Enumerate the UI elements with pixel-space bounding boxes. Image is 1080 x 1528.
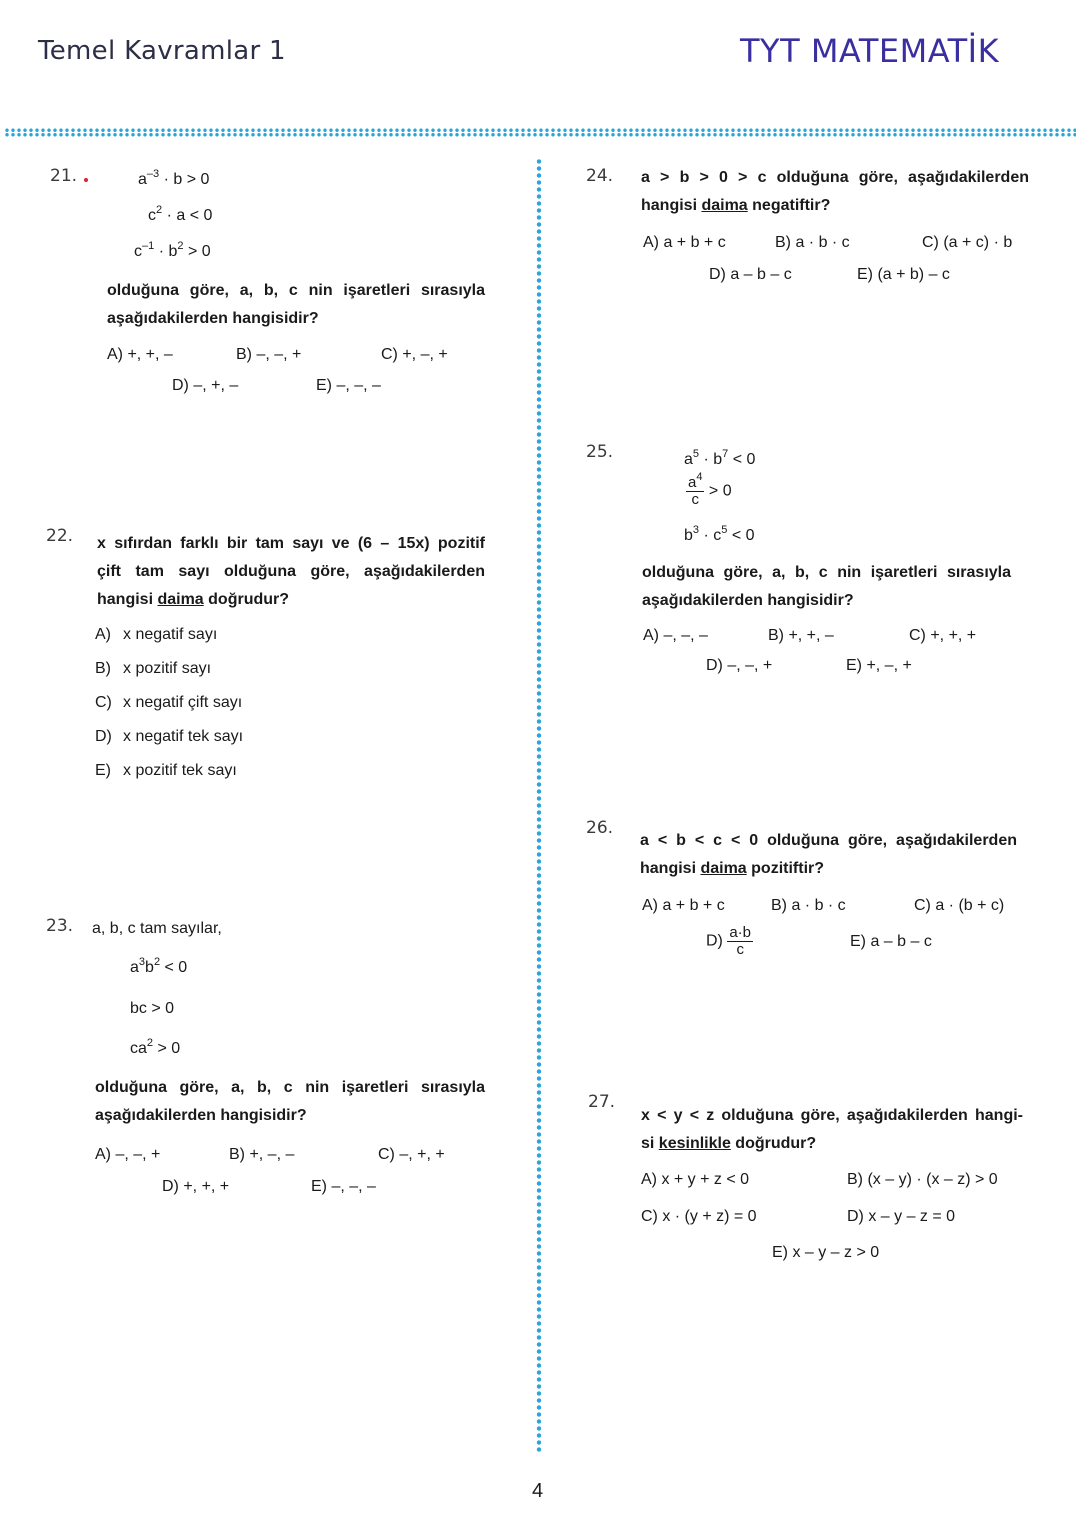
option-d[interactable]: D) x – y – z = 0 — [847, 1208, 956, 1225]
question-number: 21. — [50, 166, 78, 186]
question-stem: a < b < c < 0 olduğuna göre, aşağıdakilerden hangisi daima pozitiftir? — [640, 832, 1017, 877]
option-b[interactable]: B) (x – y) · (x – z) > 0 — [847, 1171, 998, 1188]
option-a[interactable]: A) a + b + c — [643, 234, 726, 251]
option-a[interactable]: A) –, –, + — [95, 1146, 161, 1163]
option-e[interactable]: E) x – y – z > 0 — [772, 1244, 880, 1261]
page-number: 4 — [532, 1480, 544, 1502]
option-c[interactable]: C) x · (y + z) = 0 — [641, 1208, 757, 1225]
option-e[interactable]: E) –, –, – — [311, 1178, 376, 1195]
question-number: 25. — [586, 442, 614, 462]
question-number: 27. — [588, 1092, 616, 1112]
option-e[interactable]: E) +, –, + — [846, 657, 912, 674]
option-b[interactable]: B) a · b · c — [771, 897, 846, 914]
option-a[interactable]: A) x + y + z < 0 — [641, 1171, 750, 1188]
question-stem: x sıfırdan farklı bir tam sayı ve (6 – 15x) pozitif çift tam sayı olduğuna göre, aşağıdakilerden hangisi daima doğrudur? — [97, 535, 485, 608]
option-d[interactable]: D) a – b – c — [709, 266, 792, 283]
question-stem: olduğuna göre, a, b, c nin işaretleri sırasıyla aşağıdakilerden hangisidir? — [642, 564, 1011, 609]
question-stem: olduğuna göre, a, b, c nin işaretleri sırasıyla aşağıdakilerden hangisidir? — [95, 1079, 485, 1124]
option-d[interactable]: D) +, +, + — [162, 1178, 230, 1195]
option-c[interactable]: C) +, +, + — [909, 627, 977, 644]
question-stem: olduğuna göre, a, b, c nin işaretleri sırasıyla aşağıdakilerden hangisidir? — [107, 282, 485, 327]
option-e[interactable]: E) (a + b) – c — [857, 266, 950, 283]
question-number: 22. — [46, 526, 74, 546]
option-a[interactable]: A) a + b + c — [642, 897, 725, 914]
option-b[interactable]: B) +, –, – — [229, 1146, 295, 1163]
question-number: 23. — [46, 916, 74, 936]
option-c[interactable]: C) +, –, + — [381, 346, 448, 363]
option-b[interactable]: B) x pozitif sayı — [95, 660, 212, 677]
condition-2: bc > 0 — [130, 1000, 175, 1017]
option-b[interactable]: B) –, –, + — [236, 346, 302, 363]
option-c[interactable]: C) –, +, + — [378, 1146, 445, 1163]
dotted-separator-vertical — [536, 158, 542, 1454]
question-stem: a > b > 0 > c olduğuna göre, aşağıdakilerden hangisi daima negatiftir? — [641, 169, 1029, 214]
condition-1: $a^5 \cdot b^7 < 0$ — [684, 448, 756, 468]
option-b[interactable]: B) +, +, – — [768, 627, 834, 644]
option-a[interactable]: A) –, –, – — [643, 627, 708, 644]
condition-1: $a^{-3} \cdot b > 0$ — [138, 168, 210, 188]
option-e[interactable]: E) a – b – c — [850, 933, 932, 950]
option-e[interactable]: E) x pozitif tek sayı — [95, 762, 237, 779]
condition-3: $c^{-1} \cdot b^2 > 0$ — [134, 240, 211, 260]
option-e[interactable]: E) –, –, – — [316, 377, 381, 394]
condition-3: $ca^2 > 0$ — [130, 1037, 181, 1057]
option-c[interactable]: C) (a + c) · b — [922, 234, 1013, 251]
condition-2: $\frac{a^4}{c}$ > 0 — [688, 471, 732, 508]
header-left-title: Temel Kavramlar 1 — [38, 36, 286, 66]
option-c[interactable]: C) x negatif çift sayı — [95, 694, 243, 711]
option-a[interactable]: A) x negatif sayı — [95, 626, 218, 643]
option-d[interactable]: D) x negatif tek sayı — [95, 728, 244, 745]
header-right-title: TYT MATEMATİK — [740, 32, 1000, 70]
condition-1: $a^3b^2 < 0$ — [130, 956, 188, 976]
condition-3: $b^3 \cdot c^5 < 0$ — [684, 524, 755, 544]
option-d[interactable]: D) –, +, – — [172, 377, 239, 394]
condition-2: $c^2 \cdot a < 0$ — [148, 204, 213, 224]
option-c[interactable]: C) a · (b + c) — [914, 897, 1005, 914]
dotted-separator-horizontal — [4, 128, 1076, 137]
question-stem: x < y < z olduğuna göre, aşağıdakilerden hangi- si kesinlikle doğrudur? — [641, 1107, 1023, 1152]
option-d[interactable]: D) –, –, + — [706, 657, 773, 674]
question-number: 24. — [586, 166, 614, 186]
option-b[interactable]: B) a · b · c — [775, 234, 850, 251]
question-intro: a, b, c tam sayılar, — [92, 920, 222, 937]
option-d[interactable]: D) $\frac{a\cdot b}{c}$ — [706, 924, 752, 958]
marker-dot — [84, 178, 88, 182]
option-a[interactable]: A) +, +, – — [107, 346, 173, 363]
question-number: 26. — [586, 818, 614, 838]
